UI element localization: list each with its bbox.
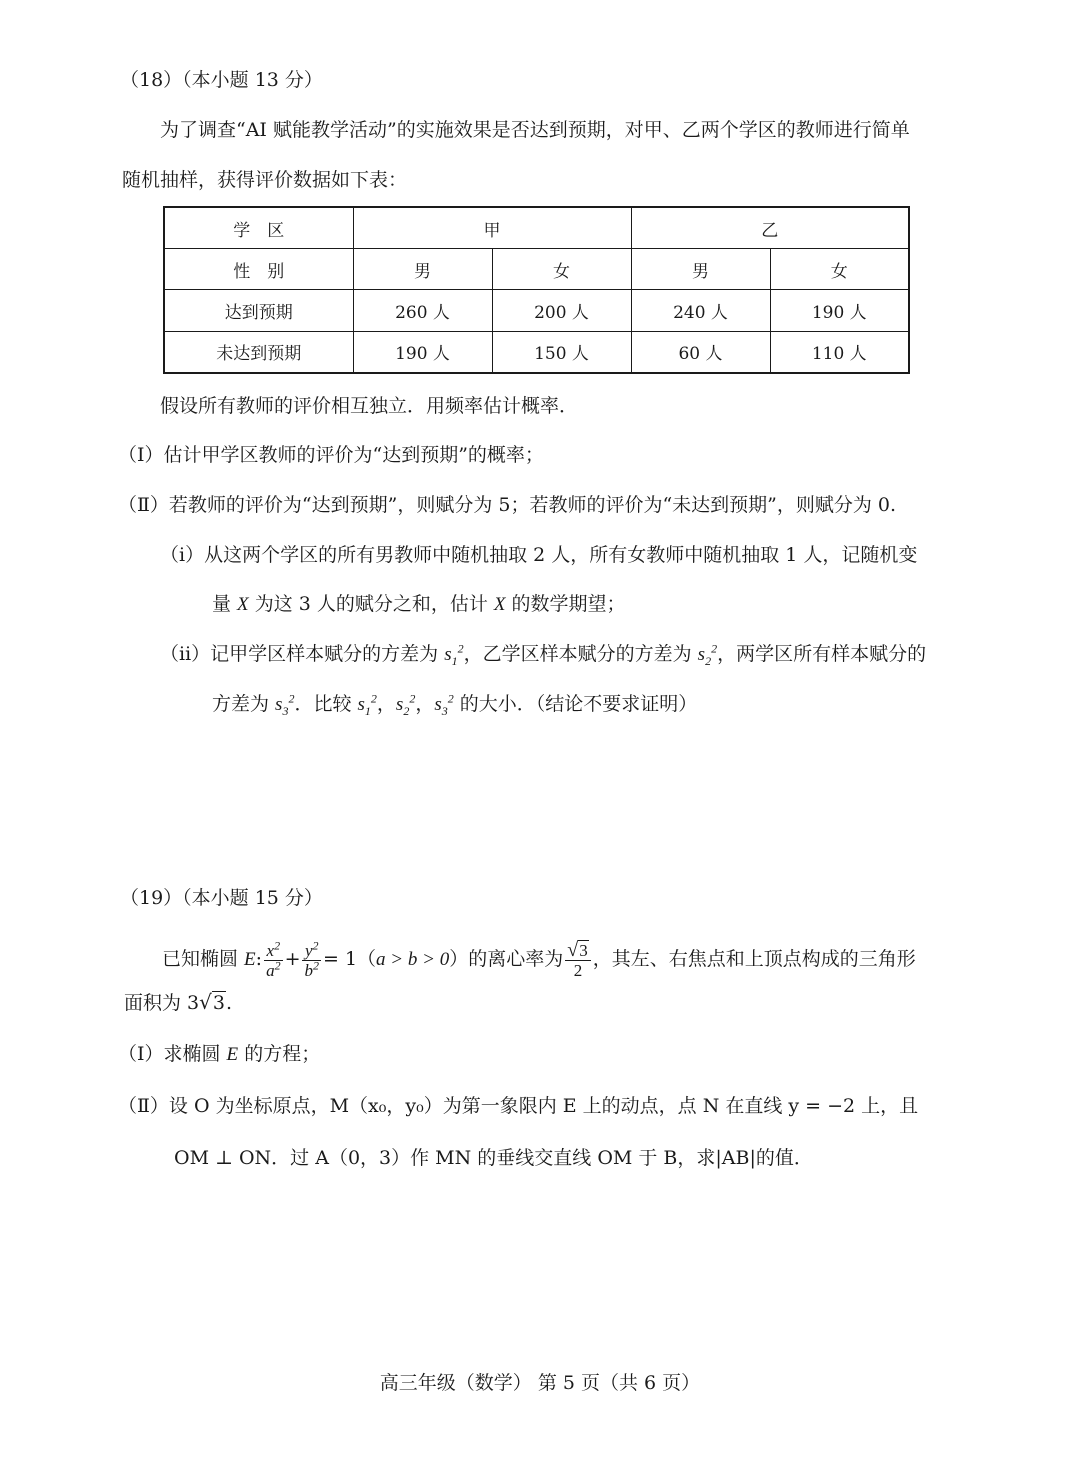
sqrt xyxy=(567,938,588,961)
table-cell: 260 人 xyxy=(353,290,492,331)
text-fragment: ，两学区所有样本赋分的 xyxy=(717,643,927,665)
superscript: 2 xyxy=(274,937,281,952)
table-row xyxy=(164,290,909,331)
text-fragment: 量 xyxy=(212,593,238,615)
q18-sub-ii-line2 xyxy=(212,692,697,717)
q19-statement-line1 xyxy=(162,932,916,986)
var-s: s xyxy=(697,644,706,665)
superscript: 2 xyxy=(370,691,377,706)
var-s: s xyxy=(444,644,452,665)
q18-header: （18）（本小题 13 分） xyxy=(120,69,323,91)
text-fragment: 面积为 3 xyxy=(124,992,200,1014)
fraction-x-over-a xyxy=(264,937,283,980)
variance-s1 xyxy=(357,691,377,718)
text-fragment: 的数学期望； xyxy=(505,593,626,615)
table-cell: 110 人 xyxy=(770,331,909,373)
var-y: y xyxy=(304,940,313,960)
radical-sign: √ xyxy=(567,938,579,961)
variance-s3 xyxy=(275,691,295,718)
gender-a-male: 男 xyxy=(353,249,492,290)
district-label-cell: 学 区 xyxy=(164,207,353,249)
table-cell: 190 人 xyxy=(770,290,909,331)
q19-part2-line2: OM ⊥ ON．过 A（0，3）作 MN 的垂线交直线 OM 于 B，求|AB|的值． xyxy=(174,1147,813,1169)
condition: a > b > 0 xyxy=(376,949,450,970)
q19-part2-line1: （Ⅱ）设 O 为坐标原点，M（x₀，y₀）为第一象限内 E 上的动点，点 N 在直线 y = −2 上，且 xyxy=(118,1095,919,1117)
variance-s1 xyxy=(444,641,464,668)
q18-sub-i-line1: （ⅰ）从这两个学区的所有男教师中随机抽取 2 人，所有女教师中随机抽取 1 人，记随机变 xyxy=(160,544,918,566)
q18-assumption: 假设所有教师的评价相互独立．用频率估计概率． xyxy=(160,395,579,417)
text-fragment: ，乙学区样本赋分的方差为 xyxy=(463,643,698,665)
district-a-cell: 甲 xyxy=(353,207,631,249)
superscript: 2 xyxy=(447,691,454,706)
variance-s2 xyxy=(395,691,416,718)
ellipse-name: E xyxy=(244,949,256,970)
radical-sign: √ xyxy=(199,990,212,1014)
text-fragment: ．比较 xyxy=(294,693,358,715)
superscript: 2 xyxy=(409,691,416,706)
radicand: 3 xyxy=(212,992,225,1014)
fraction-sqrt3-over-2 xyxy=(565,938,590,980)
var-s: s xyxy=(275,694,283,715)
q19-statement-line2 xyxy=(124,990,232,1015)
var-s: s xyxy=(395,694,404,715)
q18-sub-ii-line1 xyxy=(160,642,926,667)
table-cell: 150 人 xyxy=(492,331,631,373)
var-x: x xyxy=(266,940,275,960)
subscript: 1 xyxy=(364,703,371,718)
variance-s2 xyxy=(697,641,718,668)
superscript: 2 xyxy=(312,937,319,952)
denominator xyxy=(302,957,321,980)
sqrt xyxy=(199,990,226,1015)
q18-part2: （Ⅱ）若教师的评价为“达到预期”，则赋分为 5；若教师的评价为“未达到预期”，则赋分为 0. xyxy=(118,494,897,516)
district-b-cell: 乙 xyxy=(631,207,909,249)
var-a: a xyxy=(266,960,275,980)
subscript: 3 xyxy=(441,703,448,718)
table-row-district xyxy=(164,207,909,249)
table-row xyxy=(164,331,909,373)
text-fragment: 已知椭圆 xyxy=(162,948,245,970)
numerator xyxy=(565,938,590,961)
var-b: b xyxy=(304,960,313,980)
superscript: 2 xyxy=(457,641,464,656)
denominator xyxy=(264,957,283,980)
superscript: 2 xyxy=(312,957,319,972)
table-row-gender xyxy=(164,249,909,290)
subscript: 3 xyxy=(282,703,289,718)
gender-label-cell: 性 别 xyxy=(164,249,353,290)
text-fragment: 方差为 xyxy=(212,693,276,715)
denominator: 2 xyxy=(573,960,583,980)
text-fragment: ， xyxy=(376,693,396,715)
q18-part1: （Ⅰ）估计甲学区教师的评价为“达到预期”的概率； xyxy=(118,444,544,466)
text-fragment: . xyxy=(225,992,233,1014)
var-x: X xyxy=(493,594,506,615)
table-cell: 240 人 xyxy=(631,290,770,331)
var-s: s xyxy=(357,694,365,715)
table-cell: 60 人 xyxy=(631,331,770,373)
radicand: 3 xyxy=(579,940,588,960)
superscript: 2 xyxy=(711,641,718,656)
subscript: 2 xyxy=(403,703,410,718)
plus-sign: + xyxy=(284,948,301,970)
gender-b-female: 女 xyxy=(770,249,909,290)
q19-part1 xyxy=(118,1042,320,1067)
q19-header: （19）（本小题 15 分） xyxy=(120,887,323,909)
text-fragment: （ⅱ）记甲学区样本赋分的方差为 xyxy=(160,643,445,665)
text-fragment: 为这 3 人的赋分之和，估计 xyxy=(248,593,494,615)
var-x: X xyxy=(237,594,249,615)
page-footer: 高三年级（数学） 第 5 页（共 6 页） xyxy=(379,1372,701,1394)
text-fragment: 的大小．（结论不要求证明） xyxy=(453,693,698,715)
ellipse-name: E xyxy=(226,1044,239,1065)
text-fragment: 的方程； xyxy=(238,1043,321,1065)
variance-s3 xyxy=(434,691,454,718)
q18-sub-i-line2 xyxy=(212,592,626,617)
gender-a-female: 女 xyxy=(492,249,631,290)
text-fragment: : xyxy=(255,948,263,970)
superscript: 2 xyxy=(288,691,295,706)
q18-intro-line1: 为了调查“AI 赋能教学活动”的实施效果是否达到预期，对甲、乙两个学区的教师进行简单 xyxy=(160,119,910,141)
text-fragment: （Ⅰ）求椭圆 xyxy=(118,1043,227,1065)
superscript: 2 xyxy=(274,957,281,972)
table-cell: 190 人 xyxy=(353,331,492,373)
row-label: 未达到预期 xyxy=(164,331,353,373)
q18-intro-line2: 随机抽样，获得评价数据如下表： xyxy=(122,169,408,191)
fraction-y-over-b xyxy=(302,937,321,980)
text-fragment: = 1（ xyxy=(322,948,377,970)
subscript: 1 xyxy=(451,653,458,668)
subscript: 2 xyxy=(705,653,712,668)
text-fragment: ，其左、右焦点和上顶点构成的三角形 xyxy=(592,948,916,970)
var-s: s xyxy=(434,694,442,715)
evaluation-table xyxy=(163,206,910,374)
table-cell: 200 人 xyxy=(492,290,631,331)
text-fragment: ）的离心率为 xyxy=(449,948,564,970)
row-label: 达到预期 xyxy=(164,290,353,331)
text-fragment: ， xyxy=(415,693,435,715)
gender-b-male: 男 xyxy=(631,249,770,290)
